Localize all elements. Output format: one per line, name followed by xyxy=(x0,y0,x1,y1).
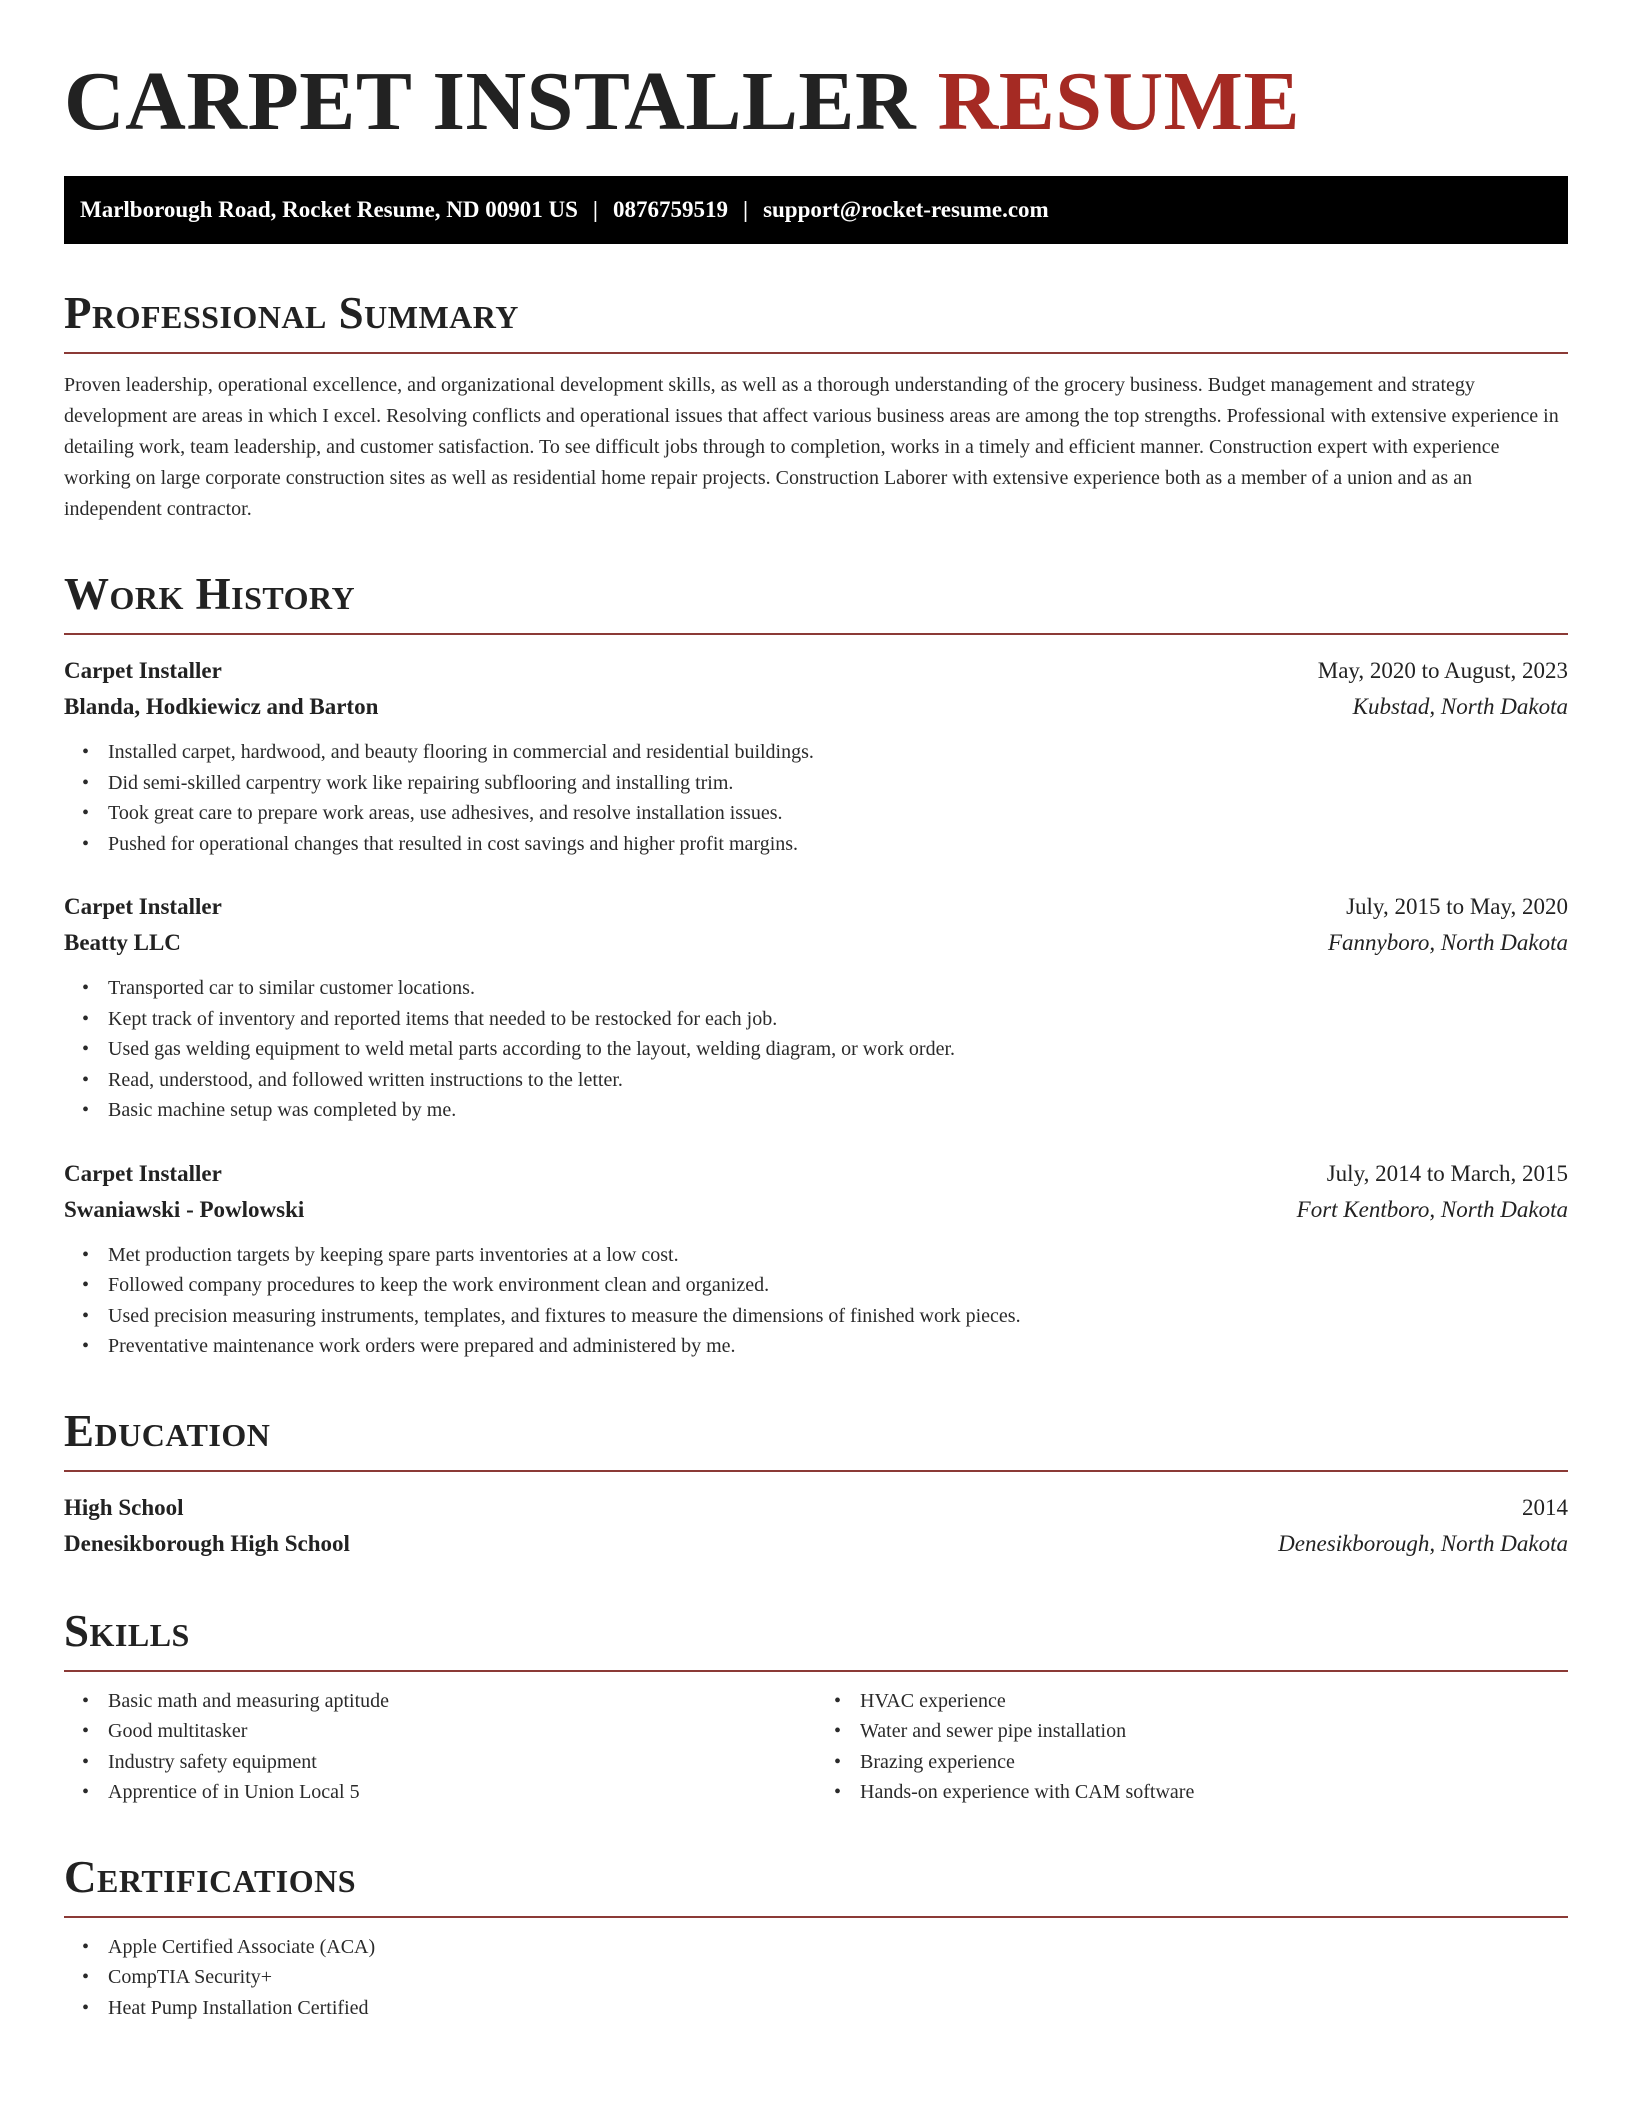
list-item xyxy=(82,1716,816,1747)
list-item xyxy=(82,973,1568,1004)
section-heading-skills: Skills xyxy=(64,1605,190,1656)
summary-text: Proven leadership, operational excellence, and organizational development skills, as well as a thorough understanding of the grocery business. Budget management and strategy development are areas in which I excel. Resolving conflicts and operational issues that affect various business areas are among the top strengths. Professional with extensive experience in detailing work, team leadership, and customer satisfaction. To see difficult jobs through to completion, works in a timely and efficient manner. Construction expert with experience working on large corporate construction sites as well as residential home repair projects. Construction Laborer with extensive experience both as a member of a union and as an independent contractor. xyxy=(64,374,1559,520)
section-divider xyxy=(64,1670,1568,1672)
list-item xyxy=(834,1747,1568,1778)
job-dates: May, 2020 to August, 2023 xyxy=(1317,658,1568,683)
list-item xyxy=(82,1993,1568,2024)
bullet-text: Used gas welding equipment to weld metal parts according to the layout, welding diagram, or work order. xyxy=(108,1038,956,1060)
skills-list xyxy=(64,1686,816,1808)
resume-title xyxy=(64,52,1568,152)
list-item xyxy=(82,1331,1568,1362)
list-item xyxy=(82,1777,816,1808)
certifications-list xyxy=(64,1932,1568,2024)
job-company-row xyxy=(64,925,1568,961)
job-location: Fannyboro, North Dakota xyxy=(1328,930,1568,955)
certification-text: Heat Pump Installation Certified xyxy=(108,1996,369,2019)
education-location: Denesikborough, North Dakota xyxy=(1278,1530,1568,1556)
skill-text: Water and sewer pipe installation xyxy=(860,1720,1127,1742)
bullet-icon: • xyxy=(82,1335,90,1357)
job-location: Fort Kentboro, North Dakota xyxy=(1296,1196,1568,1222)
bullet-icon: • xyxy=(82,802,90,824)
title-main: CARPET INSTALLER xyxy=(64,55,917,148)
bullet-icon: • xyxy=(834,1720,842,1742)
bullet-text: Took great care to prepare work areas, use adhesives, and resolve installation issues. xyxy=(108,802,783,824)
list-item xyxy=(82,1065,1568,1096)
bullet-text: Did semi-skilled carpentry work like repairing subflooring and installing trim. xyxy=(108,771,734,794)
bullet-icon: • xyxy=(82,741,90,763)
skill-text: Good multitasker xyxy=(108,1720,248,1742)
list-item xyxy=(82,737,1568,768)
skills-column-right xyxy=(816,1686,1568,1808)
bullet-icon: • xyxy=(82,1007,90,1030)
certifications-section xyxy=(64,1852,1568,2024)
bullet-text: Kept track of inventory and reported items that needed to be restocked for each job. xyxy=(108,1007,778,1030)
bullet-icon: • xyxy=(82,1099,90,1121)
education-entry xyxy=(64,1490,1568,1562)
bullet-text: Basic machine setup was completed by me. xyxy=(108,1099,457,1121)
skills-list xyxy=(816,1686,1568,1808)
education-degree: High School xyxy=(64,1494,184,1520)
bullet-icon: • xyxy=(82,1781,90,1803)
list-item xyxy=(82,1747,816,1778)
job-bullets xyxy=(64,973,1568,1126)
skills-section xyxy=(64,1606,1568,1808)
job-company-row xyxy=(64,1192,1568,1228)
list-item xyxy=(834,1716,1568,1747)
bullet-icon: • xyxy=(834,1689,842,1712)
title-accent: RESUME xyxy=(937,55,1300,148)
certification-text: Apple Certified Associate (ACA) xyxy=(108,1935,376,1958)
list-item xyxy=(82,1686,816,1717)
section-heading-work-history: Work History xyxy=(64,569,356,619)
list-item xyxy=(834,1686,1568,1717)
section-divider xyxy=(64,1916,1568,1918)
section-divider xyxy=(64,633,1568,635)
section-divider xyxy=(64,352,1568,354)
job-location: Kubstad, North Dakota xyxy=(1352,694,1568,719)
bullet-icon: • xyxy=(82,1750,90,1773)
list-item xyxy=(82,1301,1568,1332)
list-item xyxy=(82,1095,1568,1126)
bullet-text: Used precision measuring instruments, templates, and fixtures to measure the dimensions of finished work pieces. xyxy=(108,1304,1021,1327)
job-title: Carpet Installer xyxy=(64,658,222,683)
bullet-text: Preventative maintenance work orders were prepared and administered by me. xyxy=(108,1335,736,1357)
education-header-row xyxy=(64,1490,1568,1526)
list-item xyxy=(82,829,1568,860)
list-item xyxy=(82,1240,1568,1271)
job-company: Beatty LLC xyxy=(64,930,181,955)
job-header-row xyxy=(64,889,1568,925)
skill-text: Brazing experience xyxy=(860,1750,1015,1773)
job-dates: July, 2014 to March, 2015 xyxy=(1326,1160,1568,1186)
bullet-text: Read, understood, and followed written instructions to the letter. xyxy=(108,1068,623,1091)
job-bullets xyxy=(64,737,1568,859)
bullet-icon: • xyxy=(82,771,90,794)
bullet-icon: • xyxy=(82,1720,90,1742)
list-item xyxy=(82,1034,1568,1065)
job-entry xyxy=(64,889,1568,1126)
education-year: 2014 xyxy=(1522,1494,1568,1520)
contact-separator: | xyxy=(592,197,598,222)
bullet-icon: • xyxy=(82,1304,90,1327)
job-header-row xyxy=(64,653,1568,689)
job-dates: July, 2015 to May, 2020 xyxy=(1346,894,1568,919)
job-company: Blanda, Hodkiewicz and Barton xyxy=(64,694,379,719)
bullet-text: Followed company procedures to keep the work environment clean and organized. xyxy=(108,1274,770,1296)
job-entry xyxy=(64,1156,1568,1362)
skills-column-left xyxy=(64,1686,816,1808)
section-heading-summary: Professional Summary xyxy=(64,288,519,338)
job-bullets xyxy=(64,1240,1568,1362)
list-item xyxy=(834,1777,1568,1808)
skill-text: Hands-on experience with CAM software xyxy=(860,1781,1195,1803)
bullet-icon: • xyxy=(82,1068,90,1091)
bullet-icon: • xyxy=(82,1996,90,2019)
education-school-row xyxy=(64,1526,1568,1562)
contact-phone: 0876759519 xyxy=(612,197,728,222)
job-header-row xyxy=(64,1156,1568,1192)
bullet-icon: • xyxy=(82,1689,90,1712)
bullet-icon: • xyxy=(82,1935,90,1958)
bullet-text: Transported car to similar customer locations. xyxy=(108,977,475,999)
job-title: Carpet Installer xyxy=(64,1160,222,1186)
list-item xyxy=(82,798,1568,829)
list-item xyxy=(82,1962,1568,1993)
list-item xyxy=(82,1004,1568,1035)
contact-separator: | xyxy=(742,197,749,222)
job-entry xyxy=(64,653,1568,859)
job-company: Swaniawski - Powlowski xyxy=(64,1196,305,1222)
skill-text: Basic math and measuring aptitude xyxy=(108,1689,390,1712)
bullet-icon: • xyxy=(834,1750,842,1773)
education-school: Denesikborough High School xyxy=(64,1530,350,1556)
bullet-text: Pushed for operational changes that resulted in cost savings and higher profit margins. xyxy=(108,832,799,855)
education-section xyxy=(64,1406,1568,1562)
bullet-icon: • xyxy=(82,977,90,999)
work-history-section xyxy=(64,569,1568,1362)
skill-text: Industry safety equipment xyxy=(108,1750,317,1773)
list-item xyxy=(82,1270,1568,1301)
list-item xyxy=(82,1932,1568,1963)
contact-email[interactable]: support@rocket-resume.com xyxy=(763,197,1049,222)
bullet-text: Installed carpet, hardwood, and beauty flooring in commercial and residential buildings. xyxy=(108,741,814,763)
section-heading-certifications: Certifications xyxy=(64,1851,357,1902)
contact-bar xyxy=(64,176,1568,244)
job-company-row xyxy=(64,689,1568,725)
bullet-icon: • xyxy=(834,1781,842,1803)
bullet-icon: • xyxy=(82,832,90,855)
bullet-icon: • xyxy=(82,1038,90,1060)
bullet-icon: • xyxy=(82,1274,90,1296)
bullet-text: Met production targets by keeping spare parts inventories at a low cost. xyxy=(108,1243,679,1266)
job-title: Carpet Installer xyxy=(64,894,222,919)
skills-grid xyxy=(64,1686,1568,1808)
contact-address: Marlborough Road, Rocket Resume, ND 00901 US xyxy=(80,197,578,222)
section-heading-education: Education xyxy=(64,1405,271,1456)
skill-text: Apprentice of in Union Local 5 xyxy=(108,1781,360,1803)
skill-text: HVAC experience xyxy=(860,1689,1006,1712)
bullet-icon: • xyxy=(82,1243,90,1266)
section-divider xyxy=(64,1470,1568,1472)
summary-section xyxy=(64,288,1568,525)
bullet-icon: • xyxy=(82,1966,90,1988)
list-item xyxy=(82,768,1568,799)
certification-text: CompTIA Security+ xyxy=(108,1966,273,1988)
